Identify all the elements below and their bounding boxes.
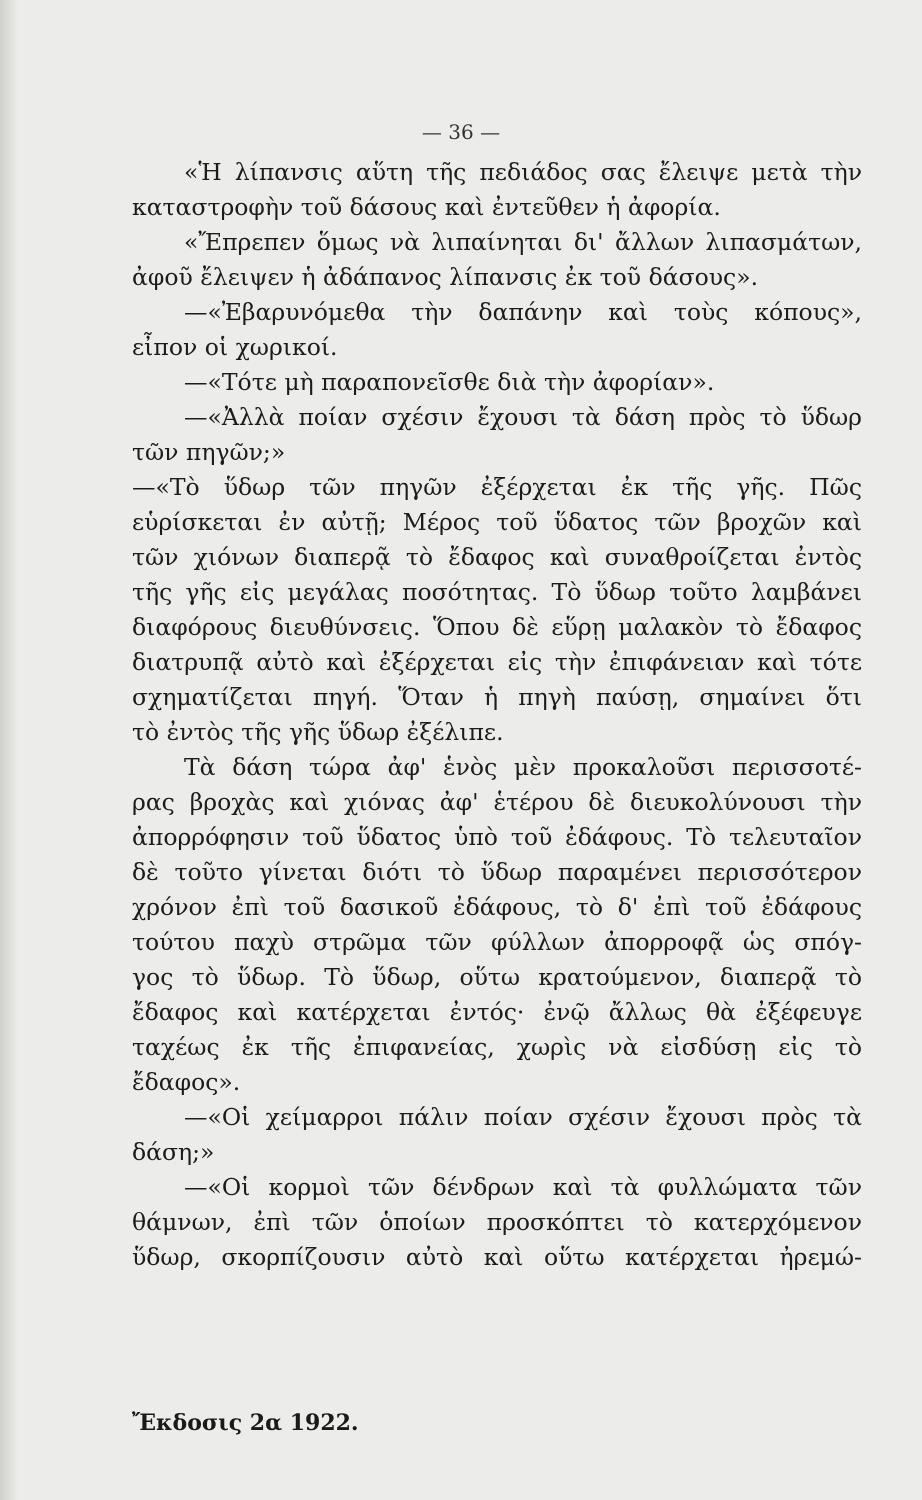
text-line: δάση;» bbox=[132, 1138, 215, 1166]
page-number: — 36 — bbox=[421, 120, 501, 144]
text-line: ἀπορρόφησιν τοῦ ὕδατος ὑπὸ τοῦ ἐδάφους. Τὸ τελευταῖον bbox=[132, 823, 862, 851]
text-line: —«Οἱ κορμοὶ τῶν δένδρων καὶ τὰ φυλλώματα τῶν bbox=[184, 1173, 862, 1201]
text-line: «Ἡ λίπανσις αὕτη τῆς πεδιάδος σας ἔλειψε μετὰ τὴν bbox=[184, 158, 862, 186]
text-line: θάμνων, ἐπὶ τῶν ὁποίων προσκόπτει τὸ κατερχόμενον bbox=[132, 1208, 862, 1236]
text-line: —«Οἱ χείμαρροι πάλιν ποίαν σχέσιν ἔχουσι πρὸς τὰ bbox=[184, 1103, 862, 1131]
text-line: —«Ἐβαρυνόμεθα τὴν δαπάνην καὶ τοὺς κόπους», bbox=[184, 298, 862, 326]
text-line: Τὰ δάση τώρα ἀφ' ἑνὸς μὲν προκαλοῦσι περισσοτέ- bbox=[184, 753, 862, 781]
text-line: διατρυπᾷ αὐτὸ καὶ ἐξέρχεται εἰς τὴν ἐπιφάνειαν καὶ τότε bbox=[132, 648, 862, 676]
text-line: χρόνον ἐπὶ τοῦ δασικοῦ ἐδάφους, τὸ δ' ἐπὶ τοῦ ἐδάφους bbox=[132, 893, 862, 921]
text-line: ἀφοῦ ἔλειψεν ἡ ἀδάπανος λίπανσις ἐκ τοῦ δάσους». bbox=[132, 263, 759, 291]
text-line: τὸ ἐντὸς τῆς γῆς ὕδωρ ἐξέλιπε. bbox=[132, 718, 504, 746]
text-line: —«Ἀλλὰ ποίαν σχέσιν ἔχουσι τὰ δάση πρὸς τὸ ὕδωρ bbox=[184, 403, 862, 431]
text-line: διαφόρους διευθύνσεις. Ὅπου δὲ εὕρῃ μαλακὸν τὸ ἔδαφος bbox=[132, 613, 862, 641]
text-line: γος τὸ ὕδωρ. Τὸ ὕδωρ, οὕτω κρατούμενον, διαπερᾷ τὸ bbox=[132, 963, 862, 991]
text-line: εὑρίσκεται ἐν αὐτῇ; Μέρος τοῦ ὕδατος τῶν βροχῶν καὶ bbox=[132, 508, 862, 536]
text-line: τῶν χιόνων διαπερᾷ τὸ ἔδαφος καὶ συναθροίζεται ἐντὸς bbox=[132, 543, 862, 571]
text-line: ἔδαφος». bbox=[132, 1068, 241, 1096]
text-line: ταχέως ἐκ τῆς ἐπιφανείας, χωρὶς νὰ εἰσδύσῃ εἰς τὸ bbox=[132, 1033, 862, 1061]
text-line: σχηματίζεται πηγή. Ὅταν ἡ πηγὴ παύσῃ, σημαίνει ὅτι bbox=[132, 683, 862, 711]
text-line: τῆς γῆς εἰς μεγάλας ποσότητας. Τὸ ὕδωρ τοῦτο λαμβάνει bbox=[132, 578, 862, 606]
text-line: ἔδαφος καὶ κατέρχεται ἐντός· ἐνῷ ἄλλως θὰ ἐξέφευγε bbox=[132, 998, 862, 1026]
text-line: τούτου παχὺ στρῶμα τῶν φύλλων ἀπορροφᾷ ὡς σπόγ- bbox=[132, 928, 862, 956]
page-body-text bbox=[132, 155, 862, 1275]
text-line: εἶπον οἱ χωρικοί. bbox=[132, 333, 338, 361]
edition-footer: Ἔκδοσις 2α 1922. bbox=[132, 1410, 359, 1436]
text-line: καταστροφὴν τοῦ δάσους καὶ ἐντεῦθεν ἡ ἀφορία. bbox=[132, 193, 721, 221]
text-line: «Ἔπρεπεν ὅμως νὰ λιπαίνηται δι' ἄλλων λιπασμάτων, bbox=[184, 228, 862, 256]
text-line: ὕδωρ, σκορπίζουσιν αὐτὸ καὶ οὕτω κατέρχεται ἠρεμώ- bbox=[132, 1243, 862, 1271]
text-line: ρας βροχὰς καὶ χιόνας ἀφ' ἑτέρου δὲ διευκολύνουσι τὴν bbox=[132, 788, 862, 816]
text-line: —«Τὸ ὕδωρ τῶν πηγῶν ἐξέρχεται ἐκ τῆς γῆς. Πῶς bbox=[132, 473, 862, 501]
text-line: —«Τότε μὴ παραπονεῖσθε διὰ τὴν ἀφορίαν». bbox=[184, 368, 715, 396]
text-line: τῶν πηγῶν;» bbox=[132, 438, 286, 466]
text-line: δὲ τοῦτο γίνεται διότι τὸ ὕδωρ παραμένει περισσότερον bbox=[132, 858, 862, 886]
